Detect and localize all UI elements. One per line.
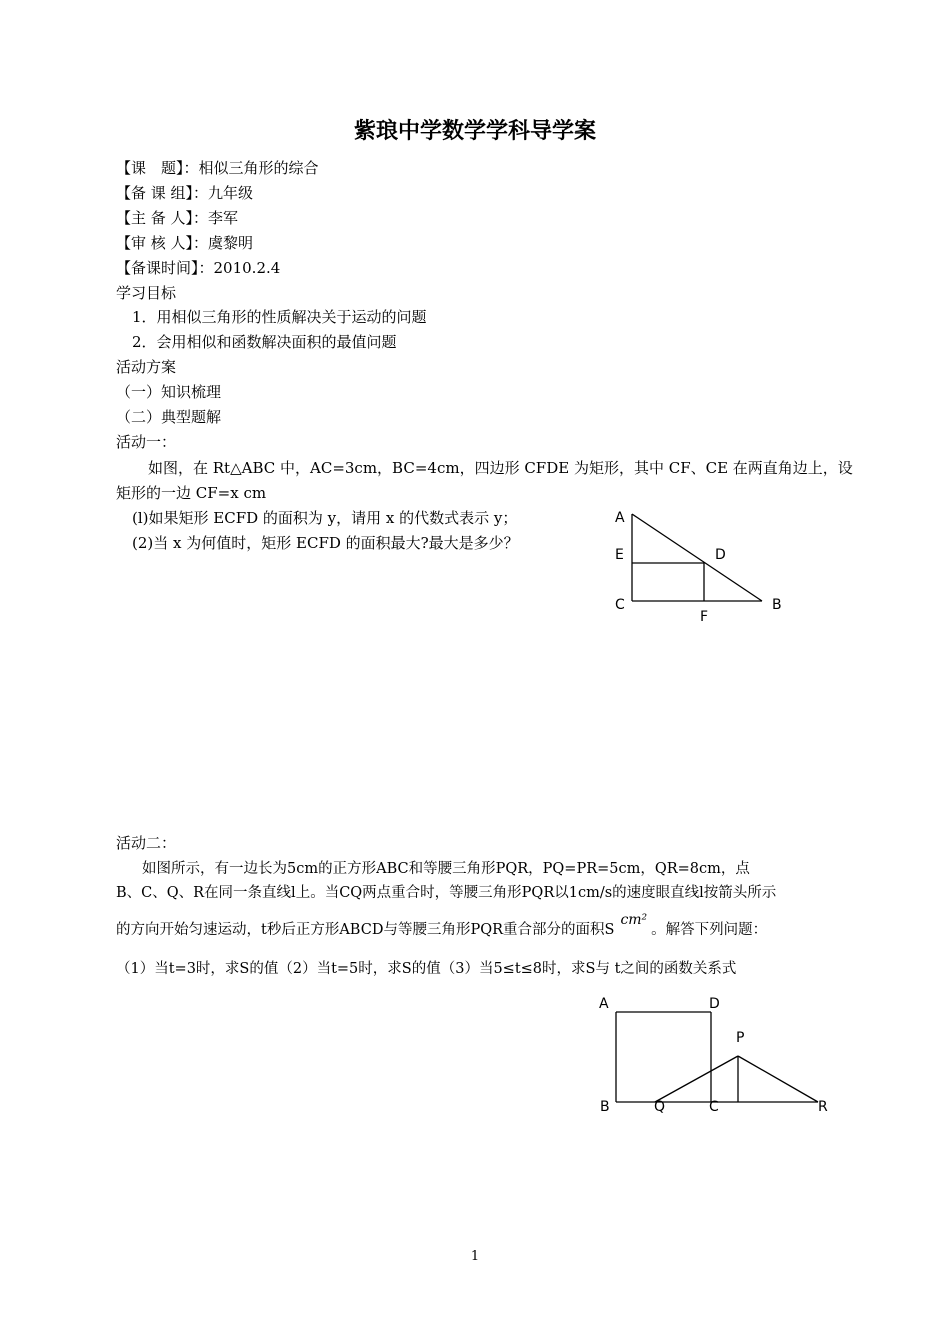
label-sq-d: D — [709, 996, 720, 1012]
activity1-heading: 活动一： — [116, 433, 177, 451]
label-r: R — [818, 1099, 828, 1115]
label-sq-c: C — [709, 1099, 719, 1115]
side-pr — [738, 1056, 818, 1102]
preparer-line: 【主 备 人】：李军 — [116, 209, 239, 227]
hypotenuse-ab — [632, 514, 762, 601]
goals-heading: 学习目标 — [116, 284, 177, 302]
activity2-text-area — [116, 912, 768, 939]
activity2-questions: （1）当t=3时，求S的值（2）当t=5时，求S的值（3）当5≤t≤8时，求S与 t之间的函数关系式 — [116, 961, 737, 977]
activity2-area-text: 的方向开始匀速运动，t秒后正方形ABCD与等腰三角形PQR重合部分的面积S — [116, 922, 615, 938]
section-examples: （二）典型题解 — [116, 408, 222, 426]
label-a: A — [615, 510, 625, 526]
label-q: Q — [654, 1099, 666, 1115]
goal-item-1: 1．用相似三角形的性质解决关于运动的问题 — [132, 308, 427, 326]
label-b: B — [772, 597, 782, 613]
activity1-text: 如图，在 Rt△ABC 中，AC=3cm，BC=4cm，四边形 CFDE 为矩形，其中 CF、CE 在两直角边上，设 — [148, 459, 853, 477]
page-title: 紫琅中学数学学科导学案 — [353, 119, 596, 144]
label-c: C — [615, 597, 625, 613]
activity2-heading: 活动二： — [116, 834, 177, 852]
label-d: D — [715, 547, 726, 563]
label-sq-a: A — [599, 996, 609, 1012]
activity2-text: 如图所示，有一边长为5cm的正方形ABC和等腰三角形PQR，PQ=PR=5cm，QR=8cm，点 — [142, 861, 750, 877]
page-number: 1 — [470, 1249, 480, 1264]
activity2-text-cont: B、C、Q、R在同一条直线l上。当CQ两点重合时，等腰三角形PQR以1cm/s的速度眼直线l按箭头所示 — [116, 885, 777, 901]
unit-cm2: cm² — [620, 912, 648, 928]
label-e: E — [615, 547, 624, 563]
label-sq-b: B — [600, 1099, 610, 1115]
group-line: 【备 课 组】：九年级 — [116, 184, 254, 202]
activity2-solve-text: 。解答下列问题： — [651, 922, 768, 938]
label-p: P — [736, 1030, 745, 1046]
section-knowledge: （一）知识梳理 — [116, 383, 222, 401]
side-pq — [655, 1056, 738, 1102]
activity1-question-2: (2)当 x 为何值时，矩形 ECFD 的面积最大?最大是多少？ — [132, 534, 519, 552]
topic-line: 【课 题】：相似三角形的综合 — [116, 159, 319, 177]
activity1-text-cont: 矩形的一边 CF=x cm — [116, 484, 267, 502]
goal-item-2: 2．会用相似和函数解决面积的最值问题 — [132, 333, 397, 351]
activity1-question-1: (l)如果矩形 ECFD 的面积为 y，请用 x 的代数式表示 y； — [132, 509, 518, 527]
date-line: 【备课时间】：2010.2.4 — [116, 259, 281, 277]
label-f: F — [700, 609, 709, 625]
reviewer-line: 【审 核 人】：虞黎明 — [116, 234, 254, 252]
plan-heading: 活动方案 — [116, 358, 177, 376]
